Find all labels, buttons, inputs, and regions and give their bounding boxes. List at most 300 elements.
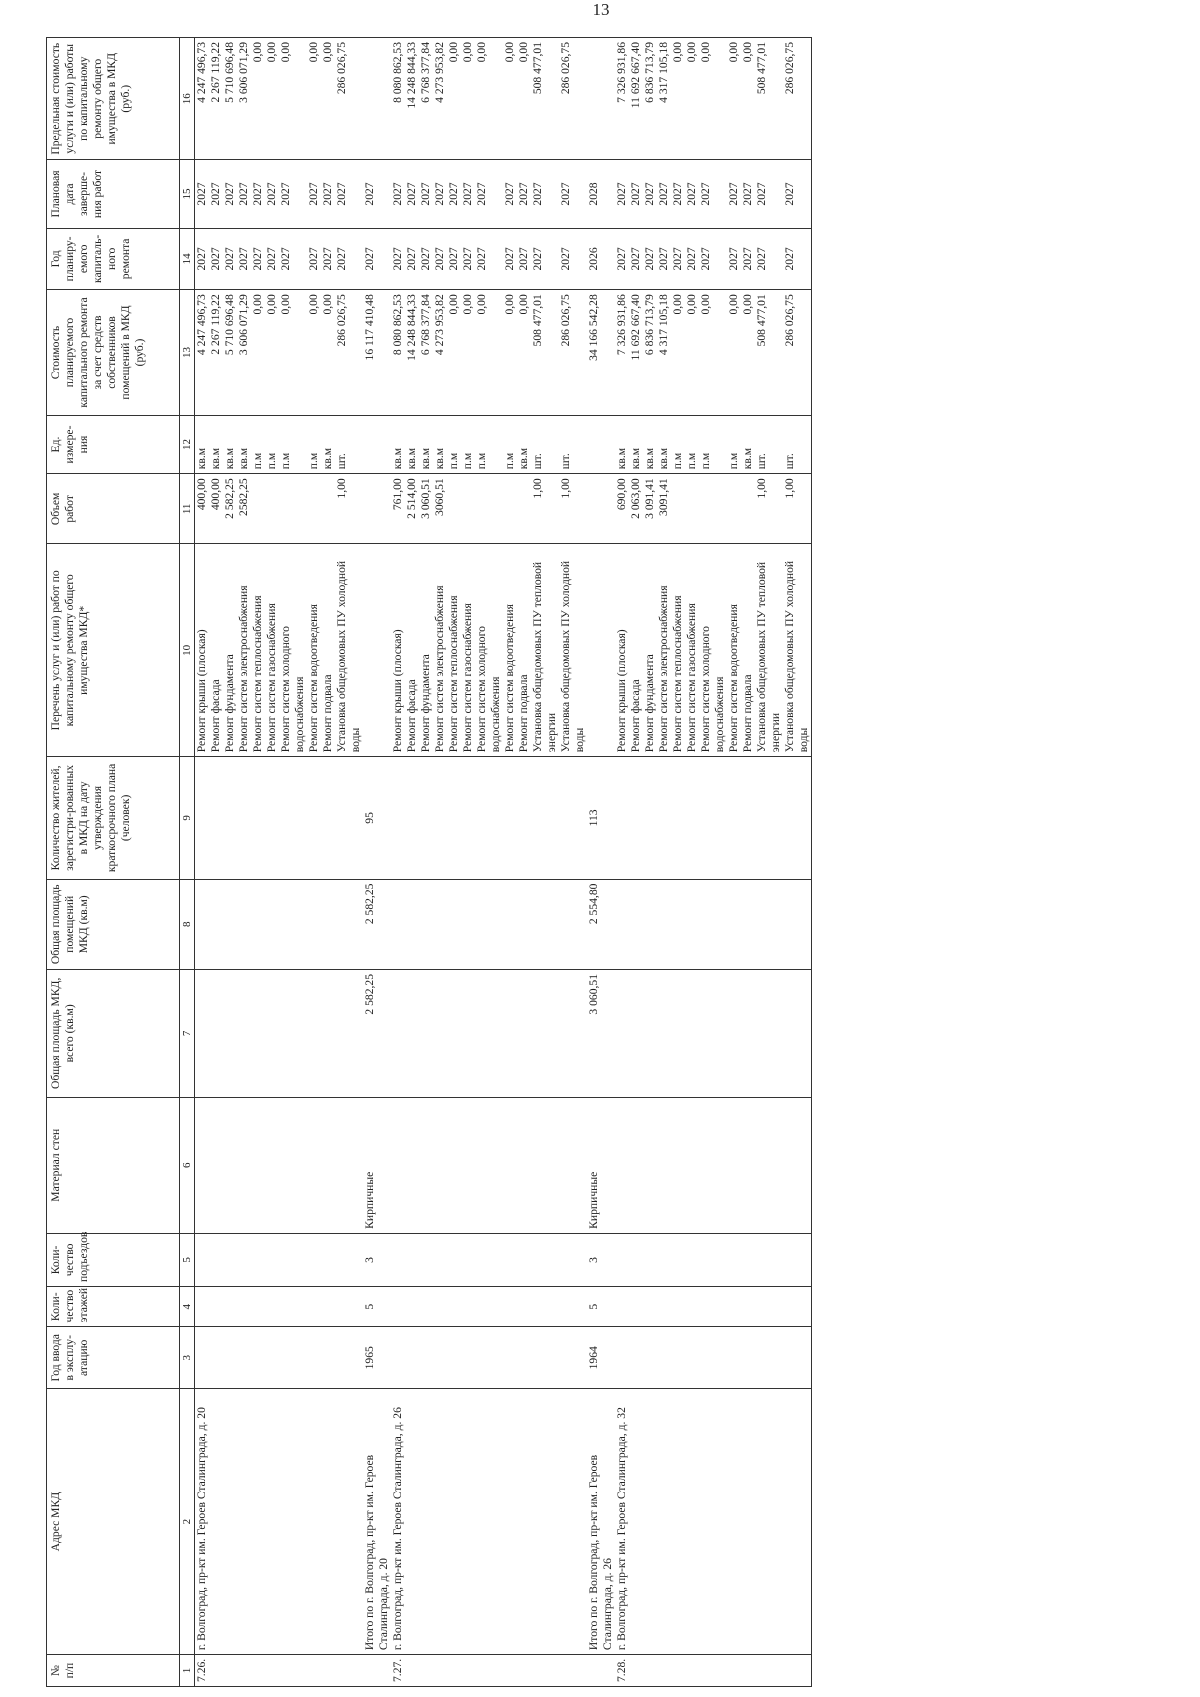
table-row	[615, 38, 629, 1687]
table-cell: 2027	[755, 160, 783, 228]
table-cell: Ремонт подвала	[741, 544, 755, 757]
table-cell: Ремонт систем газоснабжения	[685, 544, 699, 757]
table-cell	[209, 879, 223, 969]
table-cell	[363, 1655, 391, 1687]
table-cell	[307, 474, 321, 544]
table-cell	[307, 757, 321, 879]
table-cell: 0,00	[671, 38, 685, 160]
table-cell	[321, 757, 335, 879]
table-cell	[643, 879, 657, 969]
table-cell: г. Волгоград, пр-кт им. Героев Сталинграда, д. 20	[195, 1389, 210, 1655]
table-row	[741, 38, 755, 1687]
table-cell	[699, 1327, 727, 1389]
table-cell: 7.26.	[195, 1655, 210, 1687]
table-cell	[419, 970, 433, 1098]
table-cell: 2 063,00	[629, 474, 643, 544]
table-cell	[265, 1655, 279, 1687]
table-cell	[685, 1327, 699, 1389]
table-cell	[251, 970, 265, 1098]
table-cell: 286 026,75	[335, 290, 363, 416]
table-cell: 11 692 667,40	[629, 290, 643, 416]
table-cell	[783, 1233, 812, 1286]
table-cell: 286 026,75	[783, 290, 812, 416]
table-cell: кв.м	[209, 415, 223, 474]
table-cell	[405, 1287, 419, 1327]
table-cell	[335, 757, 363, 879]
table-cell	[223, 1233, 237, 1286]
column-header: Год планиру-емого капиталь-ного ремонта	[47, 228, 180, 290]
table-cell	[615, 879, 629, 969]
table-cell: Ремонт фасада	[629, 544, 643, 757]
table-cell: 95	[363, 757, 391, 879]
table-cell	[755, 1389, 783, 1655]
table-cell	[475, 1389, 503, 1655]
table-cell: 4 273 953,82	[433, 290, 447, 416]
column-header: Объем работ	[47, 474, 180, 544]
table-cell: 508 477,01	[531, 38, 559, 160]
table-cell	[447, 1327, 461, 1389]
table-cell: г. Волгоград, пр-кт им. Героев Сталинграда, д. 26	[391, 1389, 405, 1655]
table-cell	[629, 970, 643, 1098]
table-cell: Ремонт систем газоснабжения	[461, 544, 475, 757]
column-number: 9	[180, 757, 195, 879]
table-cell	[629, 757, 643, 879]
table-cell	[419, 1097, 433, 1233]
table-row	[237, 38, 251, 1687]
table-cell	[503, 970, 517, 1098]
table-cell	[657, 970, 671, 1098]
table-cell	[475, 757, 503, 879]
table-cell: 2 582,25	[223, 474, 237, 544]
table-cell: 1,00	[783, 474, 812, 544]
table-cell: 2027	[643, 160, 657, 228]
table-cell: 11 692 667,40	[629, 38, 643, 160]
table-cell	[615, 1327, 629, 1389]
table-cell	[363, 415, 391, 474]
table-cell	[503, 1287, 517, 1327]
table-cell: 2027	[265, 228, 279, 290]
table-cell	[517, 1389, 531, 1655]
table-cell: Ремонт систем водоотведения	[727, 544, 741, 757]
table-cell: 2027	[461, 228, 475, 290]
table-cell	[223, 1655, 237, 1687]
table-cell	[657, 1389, 671, 1655]
table-cell	[741, 1287, 755, 1327]
table-cell: Ремонт систем электроснабжения	[657, 544, 671, 757]
table-cell: 5	[363, 1287, 391, 1327]
table-cell: 2027	[433, 228, 447, 290]
table-row	[391, 38, 405, 1687]
table-row	[307, 38, 321, 1687]
column-header: Предельная стоимость услуги и (или) работы по капитальному ремонту общего имущества в МКД (руб.)	[47, 38, 180, 160]
table-cell	[503, 1097, 517, 1233]
table-cell: кв.м	[657, 415, 671, 474]
table-cell	[279, 1327, 307, 1389]
table-cell	[671, 1233, 685, 1286]
table-cell	[755, 1233, 783, 1286]
table-cell	[405, 1655, 419, 1687]
table-cell	[741, 1327, 755, 1389]
table-cell	[671, 1389, 685, 1655]
table-cell: Ремонт систем холодного водоснабжения	[475, 544, 503, 757]
table-cell	[447, 1233, 461, 1286]
table-cell: 3	[363, 1233, 391, 1286]
table-cell: 2027	[251, 160, 265, 228]
table-cell	[461, 1389, 475, 1655]
table-cell	[461, 1097, 475, 1233]
table-cell	[685, 474, 699, 544]
table-cell	[419, 757, 433, 879]
table-cell: г. Волгоград, пр-кт им. Героев Сталинграда, д. 32	[615, 1389, 629, 1655]
table-cell	[475, 879, 503, 969]
column-header: Коли-чество подъездов	[47, 1233, 180, 1286]
table-row	[503, 38, 517, 1687]
table-cell	[685, 1389, 699, 1655]
table-cell: 8 080 862,53	[391, 38, 405, 160]
table-cell: 6 836 713,79	[643, 38, 657, 160]
table-row	[209, 38, 223, 1687]
table-cell: 2027	[783, 228, 812, 290]
table-cell: 2027	[223, 228, 237, 290]
table-cell	[475, 1097, 503, 1233]
table-cell	[223, 970, 237, 1098]
table-cell: 2 582,25	[363, 970, 391, 1098]
table-cell: кв.м	[405, 415, 419, 474]
table-row	[657, 38, 671, 1687]
table-cell	[433, 1287, 447, 1327]
table-cell: 3 606 071,29	[237, 290, 251, 416]
table-cell	[321, 1327, 335, 1389]
table-cell	[335, 1287, 363, 1327]
table-row	[447, 38, 461, 1687]
table-cell	[419, 1287, 433, 1327]
table-cell	[363, 38, 391, 160]
table-cell	[279, 474, 307, 544]
table-cell	[265, 1287, 279, 1327]
table-cell	[657, 879, 671, 969]
table-cell	[531, 879, 559, 969]
table-cell: 2027	[615, 228, 629, 290]
table-cell	[321, 970, 335, 1098]
table-cell: 2027	[307, 160, 321, 228]
table-cell: 7 326 931,86	[615, 290, 629, 416]
table-cell	[587, 1655, 615, 1687]
table-cell	[671, 1097, 685, 1233]
table-cell: Ремонт систем электроснабжения	[433, 544, 447, 757]
table-cell	[755, 757, 783, 879]
table-cell: 508 477,01	[755, 38, 783, 160]
table-cell	[419, 1655, 433, 1687]
table-cell	[307, 1655, 321, 1687]
table-cell	[503, 757, 517, 879]
table-cell	[433, 970, 447, 1098]
table-cell: 3060,51	[433, 474, 447, 544]
table-cell: 0,00	[741, 290, 755, 416]
table-cell: Ремонт систем теплоснабжения	[251, 544, 265, 757]
table-cell	[405, 1097, 419, 1233]
table-cell	[335, 1655, 363, 1687]
table-cell: Итого по г. Волгоград, пр-кт им. Героев Сталинграда, д. 26	[587, 1389, 615, 1655]
table-cell: 0,00	[307, 38, 321, 160]
table-row	[419, 38, 433, 1687]
table-cell	[517, 757, 531, 879]
table-cell	[685, 1233, 699, 1286]
table-cell	[363, 544, 391, 757]
table-cell	[307, 1097, 321, 1233]
table-cell: 2027	[461, 160, 475, 228]
table-cell	[405, 970, 419, 1098]
table-cell	[405, 879, 419, 969]
table-row	[755, 38, 783, 1687]
table-cell: 2582,25	[237, 474, 251, 544]
table-cell: 2027	[699, 228, 727, 290]
column-number: 16	[180, 38, 195, 160]
table-cell: 0,00	[685, 290, 699, 416]
table-row	[685, 38, 699, 1687]
table-cell: 2027	[279, 160, 307, 228]
table-cell	[447, 1287, 461, 1327]
table-cell: Кирпичные	[363, 1097, 391, 1233]
table-cell: 2 514,00	[405, 474, 419, 544]
table-cell: Установка общедомовых ПУ холодной воды	[559, 544, 587, 757]
table-cell	[517, 1655, 531, 1687]
table-cell	[643, 1233, 657, 1286]
table-cell	[671, 1655, 685, 1687]
table-cell	[727, 757, 741, 879]
table-cell	[587, 415, 615, 474]
table-cell: Ремонт систем холодного водоснабжения	[699, 544, 727, 757]
table-cell: 286 026,75	[783, 38, 812, 160]
table-cell	[461, 1233, 475, 1286]
table-cell	[195, 1327, 210, 1389]
table-cell: 2 267 119,22	[209, 290, 223, 416]
table-cell	[727, 1389, 741, 1655]
table-cell	[629, 879, 643, 969]
table-cell	[251, 1655, 265, 1687]
table-cell	[671, 970, 685, 1098]
table-row	[195, 38, 210, 1687]
table-cell	[195, 757, 210, 879]
table-cell: кв.м	[195, 415, 210, 474]
table-cell: 4 273 953,82	[433, 38, 447, 160]
table-cell	[223, 1097, 237, 1233]
table-cell	[559, 1287, 587, 1327]
table-cell: п.м	[685, 415, 699, 474]
table-cell	[657, 1287, 671, 1327]
table-cell	[643, 970, 657, 1098]
table-cell	[391, 1097, 405, 1233]
table-cell: 2027	[405, 228, 419, 290]
table-row	[321, 38, 335, 1687]
column-number-row	[180, 38, 195, 1687]
table-cell	[671, 879, 685, 969]
table-cell: 0,00	[447, 290, 461, 416]
table-cell	[475, 970, 503, 1098]
table-cell	[265, 1327, 279, 1389]
table-cell	[419, 1327, 433, 1389]
table-cell: Установка общедомовых ПУ холодной воды	[783, 544, 812, 757]
table-cell	[503, 1389, 517, 1655]
table-cell	[475, 1655, 503, 1687]
table-cell	[265, 1233, 279, 1286]
table-cell: 0,00	[503, 290, 517, 416]
table-cell: 761,00	[391, 474, 405, 544]
table-cell: 2027	[657, 228, 671, 290]
table-cell: 2027	[503, 160, 517, 228]
table-cell: Ремонт подвала	[321, 544, 335, 757]
table-cell: кв.м	[629, 415, 643, 474]
table-cell	[321, 1287, 335, 1327]
table-cell	[741, 970, 755, 1098]
table-cell	[195, 1097, 210, 1233]
table-cell	[727, 970, 741, 1098]
table-cell	[517, 1097, 531, 1233]
column-number: 11	[180, 474, 195, 544]
table-cell	[433, 1327, 447, 1389]
table-cell: 2027	[321, 160, 335, 228]
table-cell: 2027	[727, 160, 741, 228]
table-cell: п.м	[671, 415, 685, 474]
table-cell	[671, 757, 685, 879]
table-cell: 2027	[363, 160, 391, 228]
table-cell: 2027	[671, 228, 685, 290]
column-header: Плановая дата заверше-ния работ	[47, 160, 180, 228]
table-cell	[251, 879, 265, 969]
table-cell	[531, 970, 559, 1098]
table-cell	[741, 474, 755, 544]
table-cell: 1964	[587, 1327, 615, 1389]
table-cell	[307, 879, 321, 969]
table-cell: Ремонт систем газоснабжения	[265, 544, 279, 757]
table-cell: Ремонт фундамента	[643, 544, 657, 757]
table-cell	[685, 757, 699, 879]
table-cell: Установка общедомовых ПУ тепловой энергии	[531, 544, 559, 757]
column-number: 1	[180, 1655, 195, 1687]
table-cell	[629, 1097, 643, 1233]
table-cell	[615, 757, 629, 879]
table-cell	[699, 1097, 727, 1233]
table-cell	[783, 1287, 812, 1327]
table-cell: 2027	[251, 228, 265, 290]
table-cell	[307, 970, 321, 1098]
table-cell	[657, 1327, 671, 1389]
table-cell	[587, 38, 615, 160]
table-cell	[741, 1097, 755, 1233]
table-cell: 0,00	[447, 38, 461, 160]
table-cell: 2027	[391, 160, 405, 228]
table-cell: 2027	[321, 228, 335, 290]
table-cell	[447, 879, 461, 969]
table-cell	[265, 879, 279, 969]
table-cell	[447, 970, 461, 1098]
table-cell: 0,00	[461, 290, 475, 416]
table-row	[461, 38, 475, 1687]
table-cell	[209, 1287, 223, 1327]
table-cell: 0,00	[475, 38, 503, 160]
table-cell	[531, 1389, 559, 1655]
table-cell: 0,00	[699, 38, 727, 160]
column-number: 15	[180, 160, 195, 228]
table-cell	[307, 1327, 321, 1389]
column-number: 12	[180, 415, 195, 474]
table-cell	[321, 879, 335, 969]
column-header: Количество жителей, зарегистри-рованных в МКД на дату утверждения краткосрочного плана (человек)	[47, 757, 180, 879]
table-cell: 2027	[209, 228, 223, 290]
table-cell	[279, 879, 307, 969]
table-cell	[517, 1327, 531, 1389]
table-cell	[279, 757, 307, 879]
table-cell: 690,00	[615, 474, 629, 544]
table-cell	[643, 1389, 657, 1655]
table-cell	[783, 970, 812, 1098]
table-cell: 1,00	[335, 474, 363, 544]
table-cell	[741, 1389, 755, 1655]
table-cell	[783, 1327, 812, 1389]
table-cell	[279, 1389, 307, 1655]
table-cell	[195, 970, 210, 1098]
table-cell: 0,00	[741, 38, 755, 160]
column-header: Материал стен	[47, 1097, 180, 1233]
table-cell	[587, 544, 615, 757]
table-cell	[643, 1097, 657, 1233]
table-cell: 2027	[209, 160, 223, 228]
table-cell: 0,00	[503, 38, 517, 160]
table-cell	[251, 1389, 265, 1655]
table-cell: 2027	[741, 228, 755, 290]
table-cell: 2027	[671, 160, 685, 228]
table-cell	[699, 1389, 727, 1655]
table-cell	[279, 1655, 307, 1687]
table-cell: 16 117 410,48	[363, 290, 391, 416]
table-cell	[433, 879, 447, 969]
table-cell: 5 710 696,48	[223, 290, 237, 416]
table-cell	[237, 1655, 251, 1687]
table-cell	[727, 474, 741, 544]
table-cell	[741, 1233, 755, 1286]
table-cell	[517, 970, 531, 1098]
table-cell	[405, 1389, 419, 1655]
column-number: 5	[180, 1233, 195, 1286]
table-cell	[251, 474, 265, 544]
table-cell	[209, 1233, 223, 1286]
table-cell	[461, 474, 475, 544]
table-cell	[699, 757, 727, 879]
column-number: 2	[180, 1389, 195, 1655]
column-number: 10	[180, 544, 195, 757]
table-cell	[503, 879, 517, 969]
table-cell: 3 060,51	[419, 474, 433, 544]
table-cell	[265, 970, 279, 1098]
table-cell: 2 267 119,22	[209, 38, 223, 160]
table-cell: 0,00	[727, 38, 741, 160]
table-cell: Установка общедомовых ПУ холодной воды	[335, 544, 363, 757]
table-cell	[433, 1389, 447, 1655]
table-cell: 1,00	[755, 474, 783, 544]
table-cell: 2027	[685, 160, 699, 228]
table-cell	[727, 879, 741, 969]
table-cell	[391, 970, 405, 1098]
column-header: Коли-чество этажей	[47, 1287, 180, 1327]
table-cell	[335, 879, 363, 969]
table-cell: 2027	[475, 160, 503, 228]
column-number: 8	[180, 879, 195, 969]
table-cell	[559, 1389, 587, 1655]
table-cell: 400,00	[195, 474, 210, 544]
table-cell	[391, 1233, 405, 1286]
table-cell	[433, 757, 447, 879]
table-cell: 0,00	[475, 290, 503, 416]
table-cell: 2027	[615, 160, 629, 228]
